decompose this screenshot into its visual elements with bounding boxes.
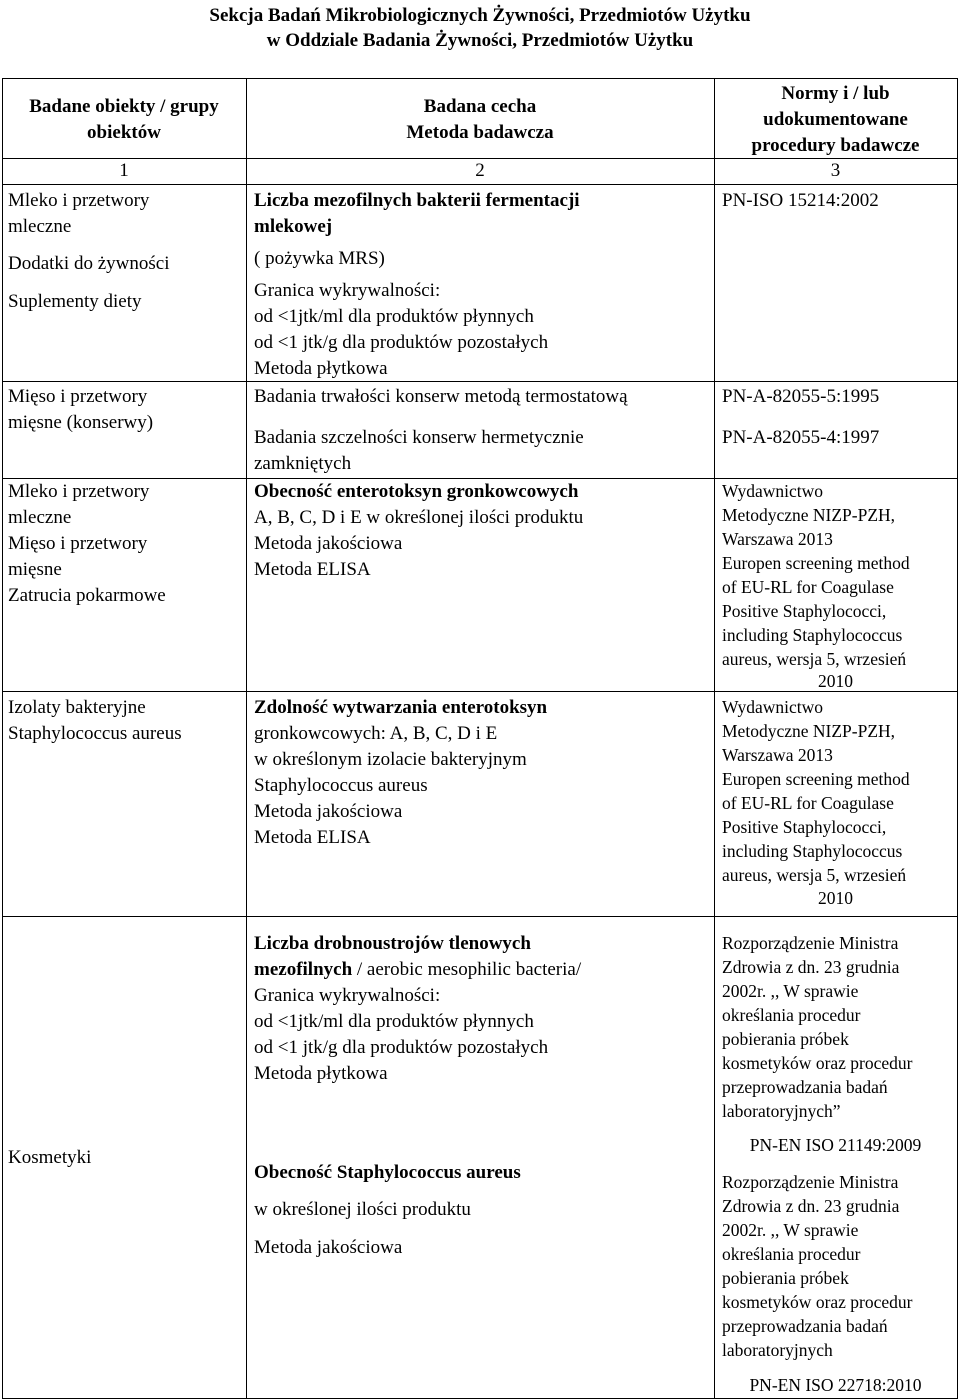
row5-feature-a: od <1 jtk/g dla produktów pozostałych bbox=[254, 1037, 549, 1058]
row4-feature: gronkowcowych: A, B, C, D i E bbox=[254, 723, 498, 744]
row5-norm-a: przeprowadzania badań bbox=[722, 1077, 888, 1097]
row3-feature-bold: Obecność enterotoksyn gronkowcowych bbox=[254, 481, 579, 502]
col3-header-line1: Normy i / lub bbox=[781, 83, 890, 104]
row3-norm: of EU-RL for Coagulase bbox=[722, 577, 894, 597]
row3-feature: A, B, C, D i E w określonej ilości produktu bbox=[254, 507, 584, 528]
row5-feature-a: Granica wykrywalności: bbox=[254, 985, 441, 1006]
row4-object: Izolaty bakteryjne bbox=[8, 697, 146, 718]
row5-norm-b: kosmetyków oraz procedur bbox=[722, 1292, 913, 1312]
row4-feature: Staphylococcus aureus bbox=[254, 775, 428, 796]
row5-norm-a: określania procedur bbox=[722, 1005, 861, 1025]
row5-norm-b: laboratoryjnych bbox=[722, 1340, 833, 1360]
row2-feature-a: Badania trwałości konserw metodą termostatową bbox=[254, 386, 628, 407]
row5-norm-a: Rozporządzenie Ministra bbox=[722, 933, 899, 953]
row2-feature-b: zamkniętych bbox=[254, 453, 352, 474]
row5-object: Kosmetyki bbox=[8, 1147, 92, 1168]
page-title-line1: Sekcja Badań Mikrobiologicznych Żywności, Przedmiotów Użytku bbox=[209, 5, 751, 26]
row5-norm-a: kosmetyków oraz procedur bbox=[722, 1053, 913, 1073]
row5-feature-b: Metoda jakościowa bbox=[254, 1237, 403, 1258]
row1-object: Mleko i przetwory bbox=[8, 190, 150, 211]
col3-header-line3: procedury badawcze bbox=[751, 135, 920, 156]
row1-feature: od <1jtk/ml dla produktów płynnych bbox=[254, 306, 534, 327]
row3-feature: Metoda ELISA bbox=[254, 559, 371, 580]
row1-feature-bold: Liczba mezofilnych bakterii fermentacji bbox=[254, 190, 580, 211]
row1-object: Suplementy diety bbox=[8, 291, 142, 312]
row5-norm-b: określania procedur bbox=[722, 1244, 861, 1264]
row4-norm: Warszawa 2013 bbox=[722, 745, 833, 765]
row2-object: Mięso i przetwory bbox=[8, 386, 148, 407]
row4-norm: including Staphylococcus bbox=[722, 841, 903, 861]
col1-header-line1: Badane obiekty / grupy bbox=[29, 96, 219, 117]
row3-norm: Positive Staphylococci, bbox=[722, 601, 887, 621]
row4-feature: Metoda ELISA bbox=[254, 827, 371, 848]
row5-feature-a-bold2: mezofilnych bbox=[254, 959, 353, 980]
row5-norm-a2: PN-EN ISO 21149:2009 bbox=[749, 1135, 922, 1155]
row3-object: Mięso i przetwory bbox=[8, 533, 148, 554]
col2-number: 2 bbox=[475, 160, 485, 181]
row4-norm: aureus, wersja 5, wrzesień bbox=[722, 865, 907, 885]
col3-header-line2: udokumentowane bbox=[763, 109, 908, 130]
row5-norm-b: 2002r. ,, W sprawie bbox=[722, 1220, 859, 1240]
row3-norm: Europen screening method bbox=[722, 553, 910, 573]
row1-norm: PN-ISO 15214:2002 bbox=[722, 190, 879, 211]
row1-object: mleczne bbox=[8, 216, 72, 237]
page-title-line2: w Oddziale Badania Żywności, Przedmiotów Użytku bbox=[266, 30, 694, 51]
row4-norm: Positive Staphylococci, bbox=[722, 817, 887, 837]
row1-feature: Metoda płytkowa bbox=[254, 358, 388, 379]
col1-header-line2: obiektów bbox=[87, 122, 161, 143]
row3-object: Mleko i przetwory bbox=[8, 481, 150, 502]
row5-feature-b: w określonej ilości produktu bbox=[254, 1199, 471, 1220]
row5-norm-b: pobierania próbek bbox=[722, 1268, 849, 1288]
row5-norm-a: pobierania próbek bbox=[722, 1029, 849, 1049]
row3-norm: aureus, wersja 5, wrzesień bbox=[722, 649, 907, 669]
row3-norm: 2010 bbox=[818, 671, 853, 691]
col1-number: 1 bbox=[119, 160, 129, 181]
row5-norm-a: laboratoryjnych” bbox=[722, 1101, 841, 1121]
row4-feature: Metoda jakościowa bbox=[254, 801, 403, 822]
row3-feature: Metoda jakościowa bbox=[254, 533, 403, 554]
row2-norm-b: PN-A-82055-4:1997 bbox=[722, 427, 880, 448]
row5-norm-a: Zdrowia z dn. 23 grudnia bbox=[722, 957, 900, 977]
row4-norm: of EU-RL for Coagulase bbox=[722, 793, 894, 813]
row5-norm-b: Rozporządzenie Ministra bbox=[722, 1172, 899, 1192]
row1-feature-bold: mlekowej bbox=[254, 216, 333, 237]
row4-object: Staphylococcus aureus bbox=[8, 723, 182, 744]
row4-norm: Metodyczne NIZP-PZH, bbox=[722, 721, 896, 741]
row4-feature: w określonym izolacie bakteryjnym bbox=[254, 749, 527, 770]
row5-norm-b2: PN-EN ISO 22718:2010 bbox=[749, 1375, 922, 1395]
row3-norm: Warszawa 2013 bbox=[722, 529, 833, 549]
row4-norm: 2010 bbox=[818, 888, 853, 908]
row3-norm: Wydawnictwo bbox=[722, 481, 824, 501]
row4-feature-bold: Zdolność wytwarzania enterotoksyn bbox=[254, 697, 548, 718]
col3-number: 3 bbox=[830, 160, 841, 181]
row3-object: mleczne bbox=[8, 507, 72, 528]
row5-norm-b: przeprowadzania badań bbox=[722, 1316, 888, 1336]
row2-object: mięsne (konserwy) bbox=[8, 412, 154, 433]
row1-feature: ( pożywka MRS) bbox=[254, 248, 385, 269]
row3-object: Zatrucia pokarmowe bbox=[8, 585, 166, 606]
row5-feature-a: od <1jtk/ml dla produktów płynnych bbox=[254, 1011, 534, 1032]
row3-norm: including Staphylococcus bbox=[722, 625, 903, 645]
row5-feature-a: Metoda płytkowa bbox=[254, 1063, 388, 1084]
row3-norm: Metodyczne NIZP-PZH, bbox=[722, 505, 896, 525]
row5-feature-b-bold: Obecność Staphylococcus aureus bbox=[254, 1162, 521, 1183]
row4-norm: Wydawnictwo bbox=[722, 697, 824, 717]
row2-feature-b: Badania szczelności konserw hermetycznie bbox=[254, 427, 584, 448]
col2-header-line2: Metoda badawcza bbox=[406, 122, 554, 143]
row4-norm: Europen screening method bbox=[722, 769, 910, 789]
row5-feature-a-rest: / aerobic mesophilic bacteria/ bbox=[352, 959, 582, 980]
row1-feature: od <1 jtk/g dla produktów pozostałych bbox=[254, 332, 549, 353]
row1-object: Dodatki do żywności bbox=[8, 253, 170, 274]
row5-feature-a-bold: Liczba drobnoustrojów tlenowych bbox=[254, 933, 531, 954]
row5-feature-a-line2 bbox=[254, 957, 581, 983]
row1-feature: Granica wykrywalności: bbox=[254, 280, 441, 301]
row3-object: mięsne bbox=[8, 559, 62, 580]
col2-header-line1: Badana cecha bbox=[423, 96, 537, 117]
row5-norm-a: 2002r. ,, W sprawie bbox=[722, 981, 859, 1001]
row5-norm-b: Zdrowia z dn. 23 grudnia bbox=[722, 1196, 900, 1216]
row2-norm-a: PN-A-82055-5:1995 bbox=[722, 386, 880, 407]
